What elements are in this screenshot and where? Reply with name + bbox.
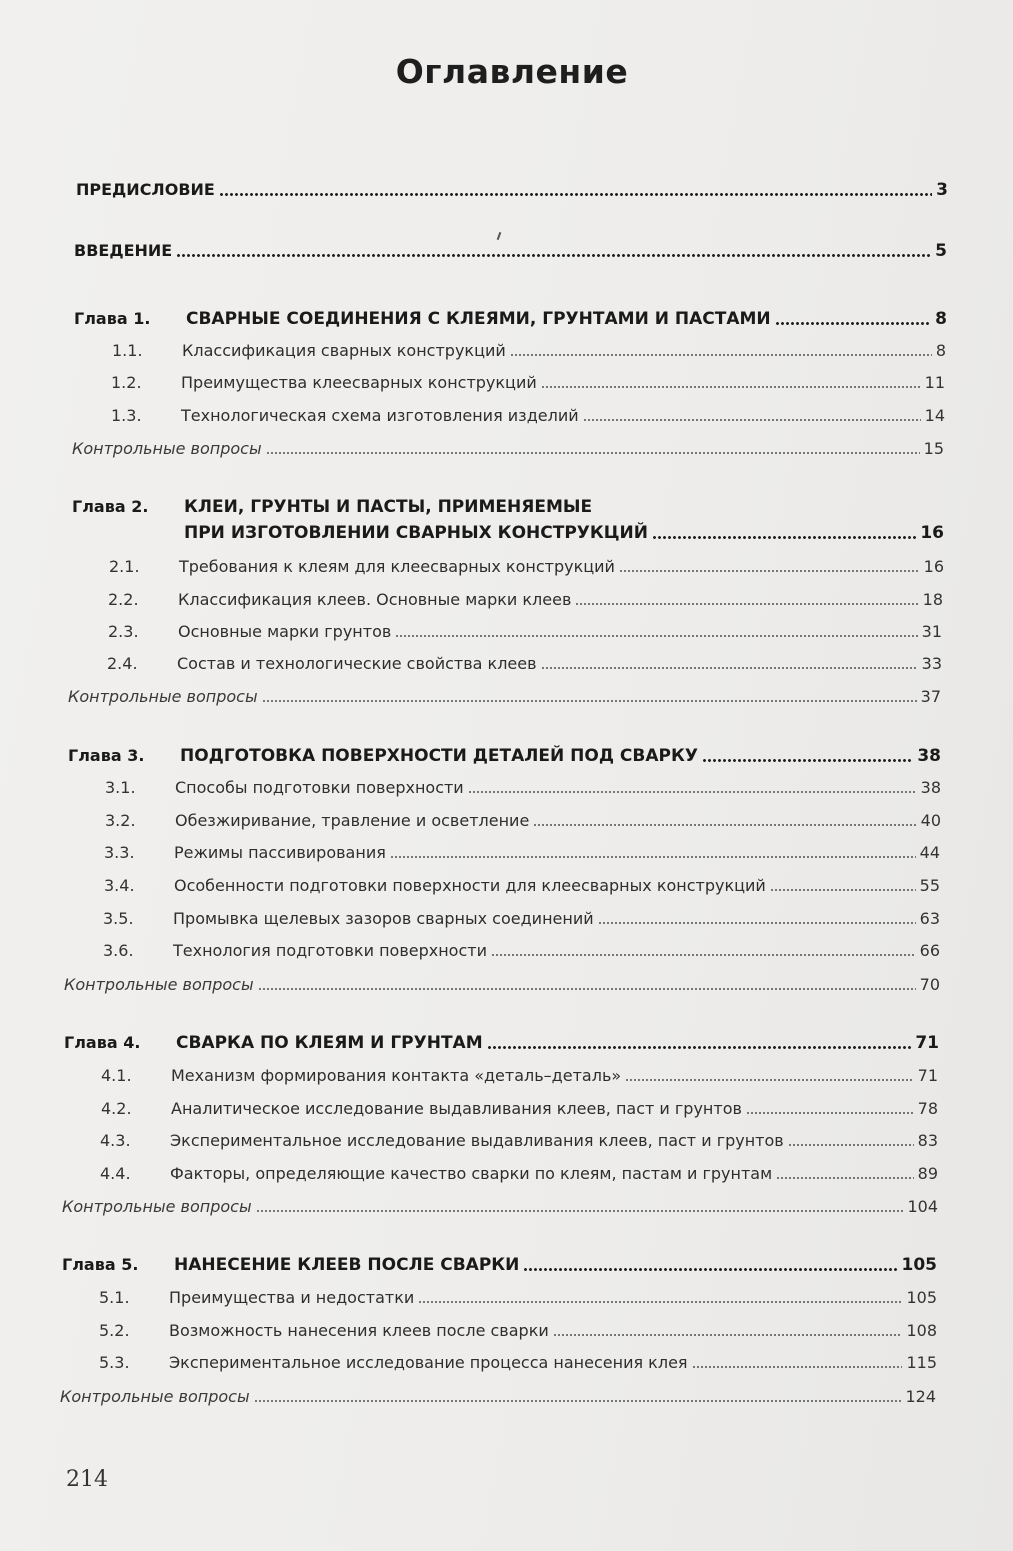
toc-section bbox=[70, 622, 942, 641]
page-ref: 16 bbox=[920, 523, 944, 543]
page-ref: 115 bbox=[906, 1353, 937, 1372]
chapter-label: Глава 2. bbox=[72, 497, 149, 516]
dot-leader bbox=[541, 667, 918, 669]
page-ref: 63 bbox=[919, 909, 940, 928]
dot-leader bbox=[575, 603, 918, 605]
dot-leader bbox=[523, 1268, 897, 1271]
section-title: Режимы пассивирования bbox=[174, 843, 386, 862]
toc-section bbox=[62, 1164, 938, 1183]
dot-leader bbox=[491, 954, 916, 956]
page-ref: 15 bbox=[923, 439, 944, 458]
chapter-label: Глава 1. bbox=[74, 309, 151, 328]
dot-leader bbox=[510, 354, 932, 356]
section-number: 3.2. bbox=[105, 811, 136, 830]
toc-section bbox=[67, 811, 941, 830]
page-ref: 38 bbox=[920, 778, 941, 797]
section-title: Технологическая схема изготовления изделий bbox=[181, 406, 579, 425]
dot-leader bbox=[598, 922, 916, 924]
page-ref: 70 bbox=[919, 975, 940, 994]
dot-leader bbox=[541, 386, 921, 388]
page-ref: 89 bbox=[917, 1164, 938, 1183]
dot-leader bbox=[176, 254, 931, 257]
section-number: 2.4. bbox=[107, 654, 138, 673]
toc-chapter-heading-cont bbox=[184, 523, 944, 543]
dot-leader bbox=[652, 536, 916, 539]
dot-leader bbox=[583, 419, 921, 421]
chapter-label: Глава 3. bbox=[68, 746, 145, 765]
chapter-title-continued: ПРИ ИЗГОТОВЛЕНИИ СВАРНЫХ КОНСТРУКЦИЙ bbox=[184, 523, 649, 543]
section-title: Состав и технологические свойства клеев bbox=[177, 654, 537, 673]
page-ref: 104 bbox=[907, 1197, 938, 1216]
section-title: Возможность нанесения клеев после сварки bbox=[169, 1321, 549, 1340]
page-ref: 105 bbox=[901, 1255, 937, 1275]
toc-chapter bbox=[64, 1033, 939, 1053]
toc-section bbox=[61, 1288, 937, 1307]
review-questions-title: Контрольные вопросы bbox=[72, 439, 262, 458]
section-number: 1.2. bbox=[111, 373, 142, 392]
page-ref: 44 bbox=[919, 843, 940, 862]
toc-questions bbox=[68, 687, 941, 706]
page-ref: 14 bbox=[924, 406, 945, 425]
review-questions-title: Контрольные вопросы bbox=[68, 687, 258, 706]
ink-speck bbox=[497, 232, 502, 240]
review-questions-title: Контрольные вопросы bbox=[64, 975, 254, 994]
section-number: 3.1. bbox=[105, 778, 136, 797]
dot-leader bbox=[776, 1177, 913, 1179]
toc-chapter bbox=[62, 1255, 937, 1275]
section-number: 1.1. bbox=[112, 341, 143, 360]
toc-questions bbox=[64, 975, 940, 994]
page-ref: 37 bbox=[920, 687, 941, 706]
chapter-label: Глава 5. bbox=[62, 1255, 139, 1274]
page-ref: 5 bbox=[935, 241, 947, 261]
section-title: Основные марки грунтов bbox=[178, 622, 392, 641]
dot-leader bbox=[266, 452, 920, 454]
section-title: Способы подготовки поверхности bbox=[175, 778, 464, 797]
toc-chapter bbox=[68, 746, 941, 766]
page-ref: 78 bbox=[917, 1099, 938, 1118]
section-number: 2.2. bbox=[108, 590, 139, 609]
toc-section bbox=[71, 557, 944, 576]
dot-leader bbox=[219, 193, 932, 196]
dot-leader bbox=[692, 1366, 903, 1368]
section-title: Требования к клеям для клеесварных конструкций bbox=[179, 557, 615, 576]
page-ref: 33 bbox=[921, 654, 942, 673]
section-title: Особенности подготовки поверхности для клеесварных конструкций bbox=[174, 876, 766, 895]
section-number: 3.4. bbox=[104, 876, 135, 895]
dot-leader bbox=[770, 889, 916, 891]
section-title: Аналитическое исследование выдавливания клеев, паст и грунтов bbox=[171, 1099, 742, 1118]
section-title: Технология подготовки поверхности bbox=[173, 941, 487, 960]
toc-section bbox=[67, 778, 941, 797]
section-title: Экспериментальное исследование процесса нанесения клея bbox=[169, 1353, 688, 1372]
page-ref: 11 bbox=[924, 373, 945, 392]
page-ref: 71 bbox=[915, 1033, 939, 1053]
toc-section bbox=[70, 590, 943, 609]
toc-questions bbox=[62, 1197, 938, 1216]
toc-front bbox=[74, 241, 947, 261]
dot-leader bbox=[619, 570, 920, 572]
toc-section bbox=[74, 341, 946, 360]
page-ref: 40 bbox=[920, 811, 941, 830]
dot-leader bbox=[533, 824, 916, 826]
toc-questions bbox=[60, 1387, 936, 1406]
page-ref: 3 bbox=[936, 180, 948, 200]
dot-leader bbox=[625, 1079, 913, 1081]
dot-leader bbox=[418, 1301, 902, 1303]
dot-leader bbox=[395, 635, 917, 637]
section-number: 4.4. bbox=[100, 1164, 131, 1183]
chapter-title: СВАРНЫЕ СОЕДИНЕНИЯ С КЛЕЯМИ, ГРУНТАМИ И ПАСТАМИ bbox=[186, 309, 771, 329]
toc-questions bbox=[72, 439, 944, 458]
page-ref: 55 bbox=[919, 876, 940, 895]
toc-section bbox=[66, 843, 940, 862]
chapter-title: КЛЕИ, ГРУНТЫ И ПАСТЫ, ПРИМЕНЯЕМЫЕ bbox=[184, 497, 593, 517]
section-number: 3.3. bbox=[104, 843, 135, 862]
toc-front bbox=[76, 180, 948, 200]
dot-leader bbox=[553, 1334, 903, 1336]
section-number: 3.5. bbox=[103, 909, 134, 928]
dot-leader bbox=[262, 700, 917, 702]
toc-section bbox=[65, 941, 940, 960]
section-title: Обезжиривание, травление и осветление bbox=[175, 811, 530, 830]
page-ref: 8 bbox=[935, 341, 946, 360]
page-ref: 71 bbox=[917, 1066, 938, 1085]
toc-chapter-heading bbox=[72, 497, 592, 517]
section-title: Классификация сварных конструкций bbox=[182, 341, 506, 360]
toc-section bbox=[73, 373, 945, 392]
dot-leader bbox=[788, 1144, 914, 1146]
chapter-title: НАНЕСЕНИЕ КЛЕЕВ ПОСЛЕ СВАРКИ bbox=[174, 1255, 520, 1275]
dot-leader bbox=[254, 1400, 902, 1402]
page-title: Оглавление bbox=[395, 52, 629, 91]
toc-section bbox=[66, 876, 940, 895]
page-ref: 16 bbox=[923, 557, 944, 576]
page-ref: 31 bbox=[921, 622, 942, 641]
section-number: 4.1. bbox=[101, 1066, 132, 1085]
dot-leader bbox=[258, 988, 916, 990]
dot-leader bbox=[746, 1112, 914, 1114]
section-title: Промывка щелевых зазоров сварных соединений bbox=[173, 909, 594, 928]
toc-section bbox=[65, 909, 940, 928]
toc-section bbox=[69, 654, 942, 673]
section-title: Классификация клеев. Основные марки клеев bbox=[178, 590, 572, 609]
section-number: 3.6. bbox=[103, 941, 134, 960]
section-title: Преимущества и недостатки bbox=[169, 1288, 415, 1307]
chapter-label: Глава 4. bbox=[64, 1033, 141, 1052]
toc-section bbox=[73, 406, 945, 425]
toc-section bbox=[63, 1099, 938, 1118]
section-number: 2.1. bbox=[109, 557, 140, 576]
section-title: Преимущества клеесварных конструкций bbox=[181, 373, 537, 392]
page-ref: 18 bbox=[922, 590, 943, 609]
page-ref: 108 bbox=[906, 1321, 937, 1340]
section-title: Механизм формирования контакта «деталь–деталь» bbox=[171, 1066, 622, 1085]
review-questions-title: Контрольные вопросы bbox=[62, 1197, 252, 1216]
page-ref: 83 bbox=[917, 1131, 938, 1150]
section-number: 5.2. bbox=[99, 1321, 130, 1340]
toc-chapter bbox=[74, 309, 947, 329]
section-title: Экспериментальное исследование выдавливания клеев, паст и грунтов bbox=[170, 1131, 784, 1150]
section-number: 4.3. bbox=[100, 1131, 131, 1150]
front-matter-title: ВВЕДЕНИЕ bbox=[74, 241, 173, 260]
review-questions-title: Контрольные вопросы bbox=[60, 1387, 250, 1406]
chapter-title: СВАРКА ПО КЛЕЯМ И ГРУНТАМ bbox=[176, 1033, 483, 1053]
page-ref: 124 bbox=[905, 1387, 936, 1406]
section-number: 4.2. bbox=[101, 1099, 132, 1118]
section-number: 5.1. bbox=[99, 1288, 130, 1307]
dot-leader bbox=[775, 322, 932, 325]
toc-section bbox=[61, 1353, 937, 1372]
dot-leader bbox=[487, 1046, 912, 1049]
toc-section bbox=[61, 1321, 937, 1340]
section-number: 2.3. bbox=[108, 622, 139, 641]
page-ref: 105 bbox=[906, 1288, 937, 1307]
page-ref: 66 bbox=[919, 941, 940, 960]
page-ref: 8 bbox=[935, 309, 947, 329]
toc-section bbox=[63, 1066, 938, 1085]
section-number: 1.3. bbox=[111, 406, 142, 425]
dot-leader bbox=[702, 759, 913, 762]
chapter-title: ПОДГОТОВКА ПОВЕРХНОСТИ ДЕТАЛЕЙ ПОД СВАРКУ bbox=[180, 746, 698, 766]
dot-leader bbox=[468, 791, 917, 793]
page-number: 214 bbox=[66, 1467, 108, 1492]
page-ref: 38 bbox=[917, 746, 941, 766]
toc-section bbox=[62, 1131, 938, 1150]
dot-leader bbox=[390, 856, 916, 858]
section-title: Факторы, определяющие качество сварки по клеям, пастам и грунтам bbox=[170, 1164, 773, 1183]
front-matter-title: ПРЕДИСЛОВИЕ bbox=[76, 180, 215, 199]
dot-leader bbox=[256, 1210, 904, 1212]
section-number: 5.3. bbox=[99, 1353, 130, 1372]
